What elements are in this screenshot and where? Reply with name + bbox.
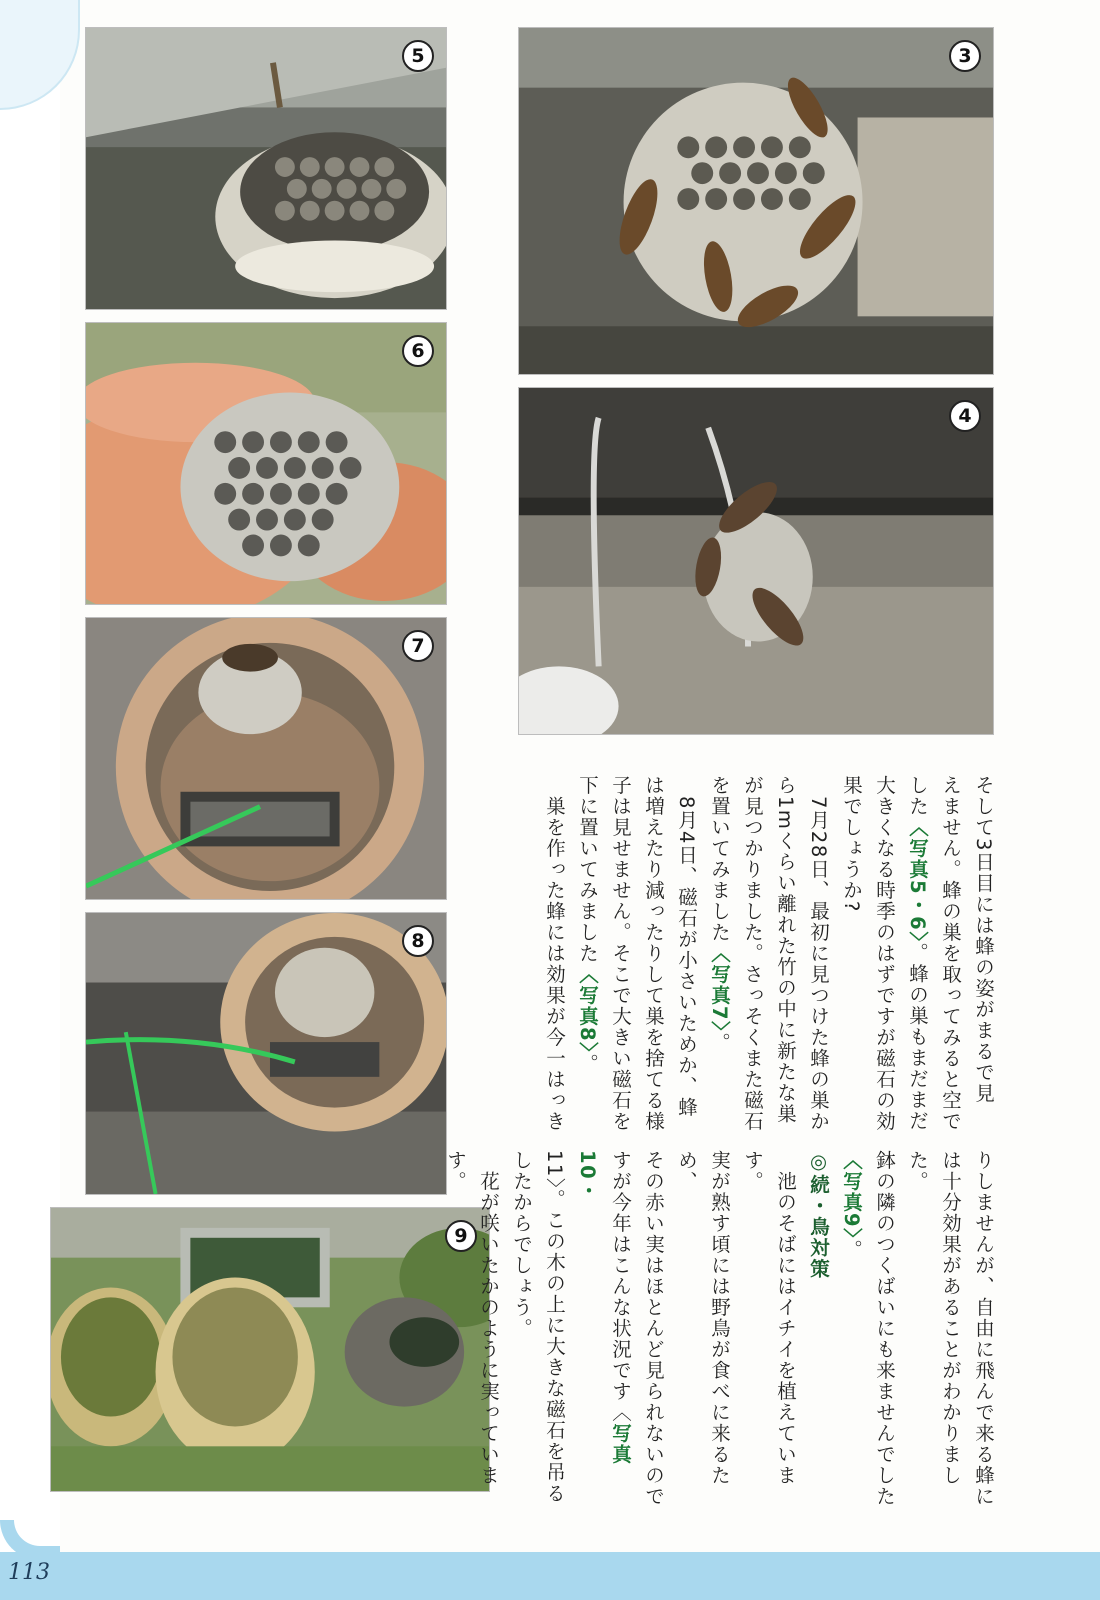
photo-reference: 〈写真7〉	[708, 943, 731, 1033]
text-column: すが今年はこんな状況です〈写真10・	[576, 1150, 632, 1465]
photo-4	[518, 387, 994, 735]
photo-5-badge: 5	[402, 40, 434, 72]
text-column: した〈写真5・6〉。蜂の巣もまだまだ	[906, 775, 929, 1132]
photo-4-image	[519, 388, 993, 734]
text-column: りしませんが、自由に飛んで来る蜂に	[972, 1150, 995, 1507]
text-column: 〈写真9〉。	[840, 1150, 863, 1261]
photo-6-badge: 6	[402, 335, 434, 367]
text-column: えません。蜂の巣を取ってみると空で	[939, 775, 962, 1132]
text-column: 実が熟す頃には野鳥が食べに来るため、	[675, 1150, 731, 1486]
text-column: は増えたり減ったりして巣を捨てる様	[642, 775, 665, 1132]
text-column: 下に置いてみました〈写真8〉。	[576, 775, 599, 1075]
photo-6	[85, 322, 447, 605]
photo-reference: 〈写真8〉	[576, 964, 599, 1054]
photo-7-badge: 7	[402, 630, 434, 662]
photo-3-image	[519, 28, 993, 374]
text-column: ら1mくらい離れた竹の中に新たな巣	[774, 775, 797, 1125]
photo-4-badge: 4	[949, 400, 981, 432]
text-column: 巣を作った蜂には効果が今一はっき	[543, 775, 566, 1132]
photo-9-image	[51, 1208, 489, 1491]
article-block-2	[444, 1150, 1000, 1510]
photo-8	[85, 912, 447, 1195]
text-column: 果でしょうか?	[840, 775, 863, 913]
text-column: が見つかりました。さっそくまた磁石	[741, 775, 764, 1132]
text-column: を置いてみました〈写真7〉。	[708, 775, 731, 1054]
photo-7	[85, 617, 447, 900]
section-heading: ◎続・鳥対策	[807, 1150, 830, 1280]
text-column: 11〉。この木の上に大きな磁石を吊る	[543, 1150, 566, 1505]
photo-5-image	[86, 28, 446, 309]
text-column: 花が咲いたかのように実っています。	[444, 1150, 500, 1486]
photo-reference: 〈写真9〉	[840, 1150, 863, 1240]
photo-reference: 写真10・	[576, 1150, 632, 1465]
photo-9-badge: 9	[445, 1220, 477, 1252]
article-block-1	[515, 775, 1000, 1135]
photo-reference: 〈写真5・6〉	[906, 817, 929, 943]
text-column: は十分効果があることがわかりました。	[906, 1150, 962, 1486]
text-column: 子は見せません。そこで大きい磁石を	[609, 775, 632, 1132]
photo-3-badge: 3	[949, 40, 981, 72]
photo-7-image	[86, 618, 446, 899]
text-column: 7月28日、最初に見つけた蜂の巣か	[807, 775, 830, 1132]
text-column: その赤い実はほとんど見られないので	[642, 1150, 665, 1507]
text-column: 鉢の隣のつくばいにも来ませんでした	[873, 1150, 896, 1507]
text-column: したからでしょう。	[510, 1150, 533, 1339]
photo-8-badge: 8	[402, 925, 434, 957]
photo-3	[518, 27, 994, 375]
page-number: 113	[8, 1560, 50, 1585]
bottom-band	[0, 1552, 1100, 1600]
photo-6-image	[86, 323, 446, 604]
text-column: 池のそばにはイチイを植えています。	[741, 1150, 797, 1486]
corner-decoration	[0, 0, 80, 110]
photo-9	[50, 1207, 490, 1492]
text-column: 大きくなる時季のはずですが磁石の効	[873, 775, 896, 1132]
text-column: 8月4日、磁石が小さいためか、蜂	[675, 775, 698, 1118]
photo-8-image	[86, 913, 446, 1194]
text-column: そして3日目には蜂の姿がまるで見	[972, 775, 995, 1104]
photo-5	[85, 27, 447, 310]
